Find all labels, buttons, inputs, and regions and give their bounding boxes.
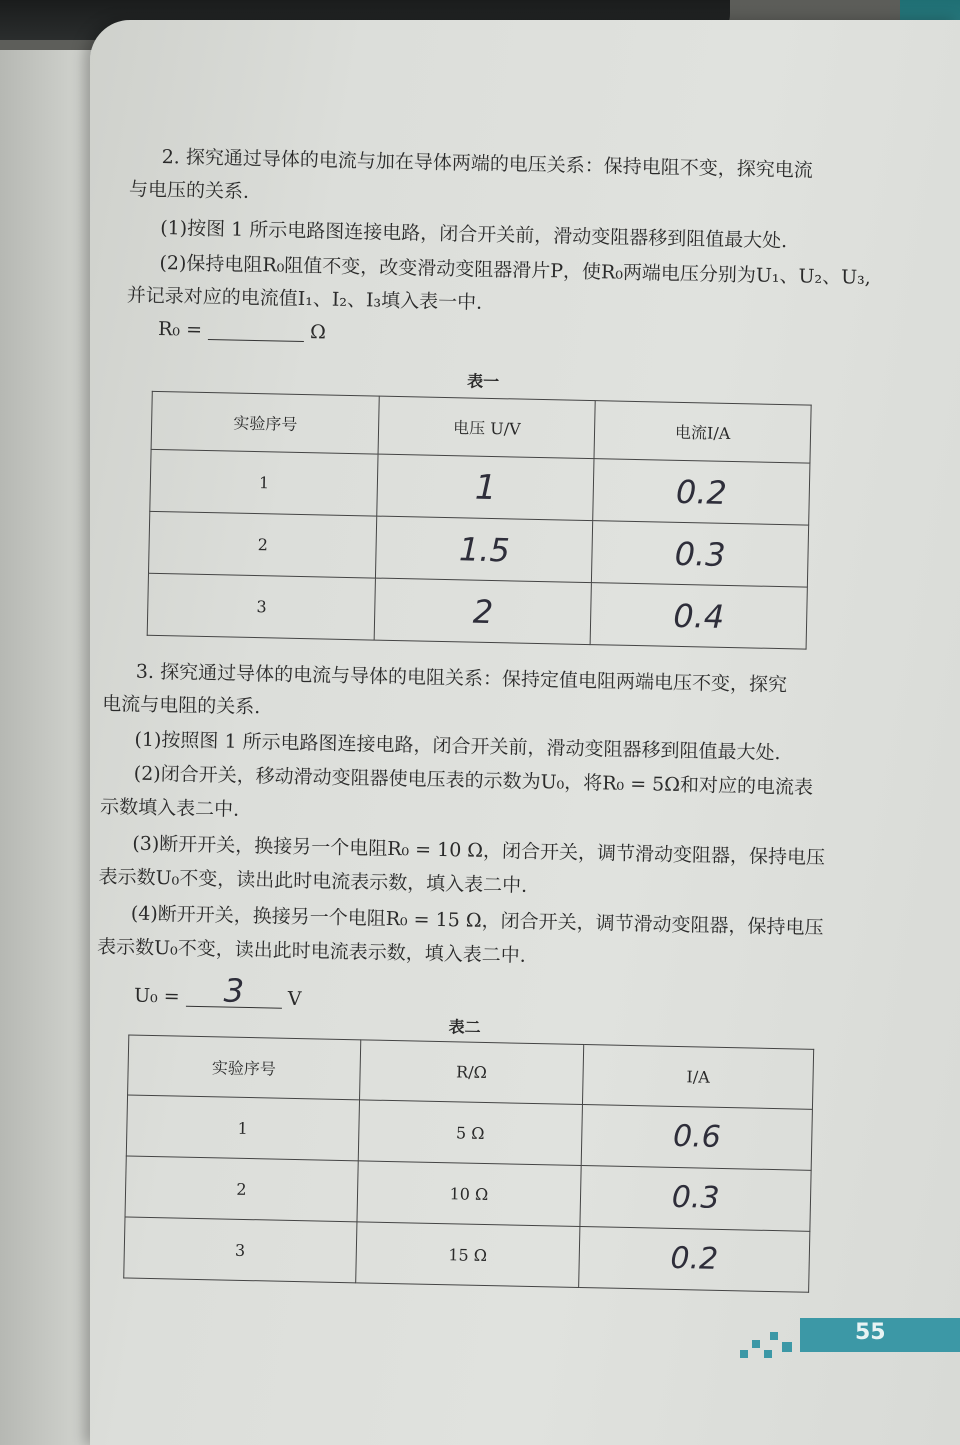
u0-label: U₀ =: [133, 984, 180, 1008]
table-row: [147, 573, 807, 649]
section3-step2-cont: 示数填入表二中.: [99, 795, 240, 821]
table2-title: 表二: [448, 1017, 481, 1037]
r0-label: R₀ =: [157, 317, 203, 341]
handwritten-u0: 3: [223, 971, 245, 1010]
table1-cell-current: [593, 459, 810, 526]
handwritten-current: 0.4: [672, 596, 725, 636]
section2-step2-cont: 并记录对应的电流值I₁、I₂、I₃填入表一中.: [126, 284, 483, 314]
table1-header-voltage: 电压 U/V: [378, 396, 595, 459]
r0-input-line: [208, 320, 304, 342]
pixel-decoration: [740, 1350, 748, 1358]
table2-cell-current: [580, 1166, 811, 1232]
handwritten-current: 0.2: [670, 1240, 719, 1277]
table2-cell-current: [581, 1105, 812, 1171]
table1-cell-voltage: [377, 454, 594, 521]
table2-cell-current: [579, 1226, 810, 1292]
r0-unit: Ω: [309, 321, 327, 344]
table1-header-no: 实验序号: [151, 391, 380, 454]
section3-step3: (3)断开开关，换接另一个电阻R₀ = 10 Ω，闭合开关，调节滑动变阻器，保持电压: [132, 832, 826, 870]
table1-cell-no: 1: [150, 449, 379, 516]
handwritten-voltage: 1: [474, 467, 497, 508]
handwritten-current: 0.3: [674, 534, 726, 574]
section2-heading-cont: 与电压的关系.: [128, 178, 250, 203]
table2-cell-resistance: 15 Ω: [355, 1222, 580, 1288]
u0-blank: [134, 973, 302, 1009]
handwritten-voltage: 2: [472, 592, 494, 631]
table-row: [124, 1217, 810, 1292]
pixel-decoration: [782, 1342, 792, 1352]
table2: [123, 1034, 814, 1292]
table1-cell-no: 3: [147, 573, 376, 640]
section3-heading: 3. 探究通过导体的电流与导体的电阻关系：保持定值电阻两端电压不变，探究: [135, 660, 788, 697]
table2-cell-resistance: 5 Ω: [358, 1100, 583, 1166]
r0-blank: [158, 319, 326, 343]
table2-header-resistance: R/Ω: [359, 1040, 584, 1105]
table1-cell-current: [592, 521, 809, 588]
page-number: 55: [855, 1320, 886, 1345]
u0-unit: V: [287, 987, 302, 1011]
section2-step1: (1)按图 1 所示电路图连接电路，闭合开关前，滑动变阻器移到阻值最大处.: [160, 216, 788, 253]
table1-title: 表一: [466, 371, 500, 392]
pixel-decoration: [764, 1350, 772, 1358]
table1-cell-voltage: [375, 578, 592, 645]
table1: [147, 391, 812, 650]
handwritten-current: 0.3: [671, 1179, 720, 1216]
section2-step2: (2)保持电阻R₀阻值不变，改变滑动变阻器滑片P，使R₀两端电压分别为U₁、U₂、U₃,: [159, 251, 872, 289]
section3-step4-cont: 表示数U₀不变，读出此时电流表示数，填入表二中.: [96, 935, 526, 967]
table1-cell-no: 2: [148, 511, 377, 578]
workbook-page: [90, 20, 960, 1445]
table1-cell-voltage: [376, 516, 593, 583]
pixel-decoration: [752, 1340, 760, 1348]
table2-cell-no: 3: [124, 1217, 357, 1283]
section2-heading: 2. 探究通过导体的电流与加在导体两端的电压关系：保持电阻不变，探究电流: [161, 146, 813, 182]
section3-step4: (4)断开开关，换接另一个电阻R₀ = 15 Ω，闭合开关，调节滑动变阻器，保持电压: [130, 902, 824, 940]
table2-header-no: 实验序号: [128, 1035, 361, 1100]
table2-header-current: I/A: [583, 1045, 814, 1110]
table2-cell-no: 1: [126, 1095, 359, 1161]
pixel-decoration: [770, 1332, 778, 1340]
handwritten-voltage: 1.5: [458, 529, 511, 569]
section3-heading-cont: 电流与电阻的关系.: [102, 692, 261, 719]
handwritten-current: 0.6: [672, 1118, 722, 1155]
table2-cell-no: 2: [125, 1156, 358, 1222]
table1-cell-current: [590, 583, 807, 650]
section3-step1: (1)按照图 1 所示电路图连接电路，闭合开关前，滑动变阻器移到阻值最大处.: [134, 728, 781, 765]
section3-step2: (2)闭合开关，移动滑动变阻器使电压表的示数为U₀，将R₀ = 5Ω和对应的电流表: [133, 762, 814, 799]
table1-header-current: 电流I/A: [594, 401, 811, 464]
table2-cell-resistance: 10 Ω: [357, 1161, 582, 1227]
section3-step3-cont: 表示数U₀不变，读出此时电流表示数，填入表二中.: [98, 865, 528, 897]
handwritten-current: 0.2: [675, 472, 728, 512]
u0-input-line: [186, 971, 283, 1010]
